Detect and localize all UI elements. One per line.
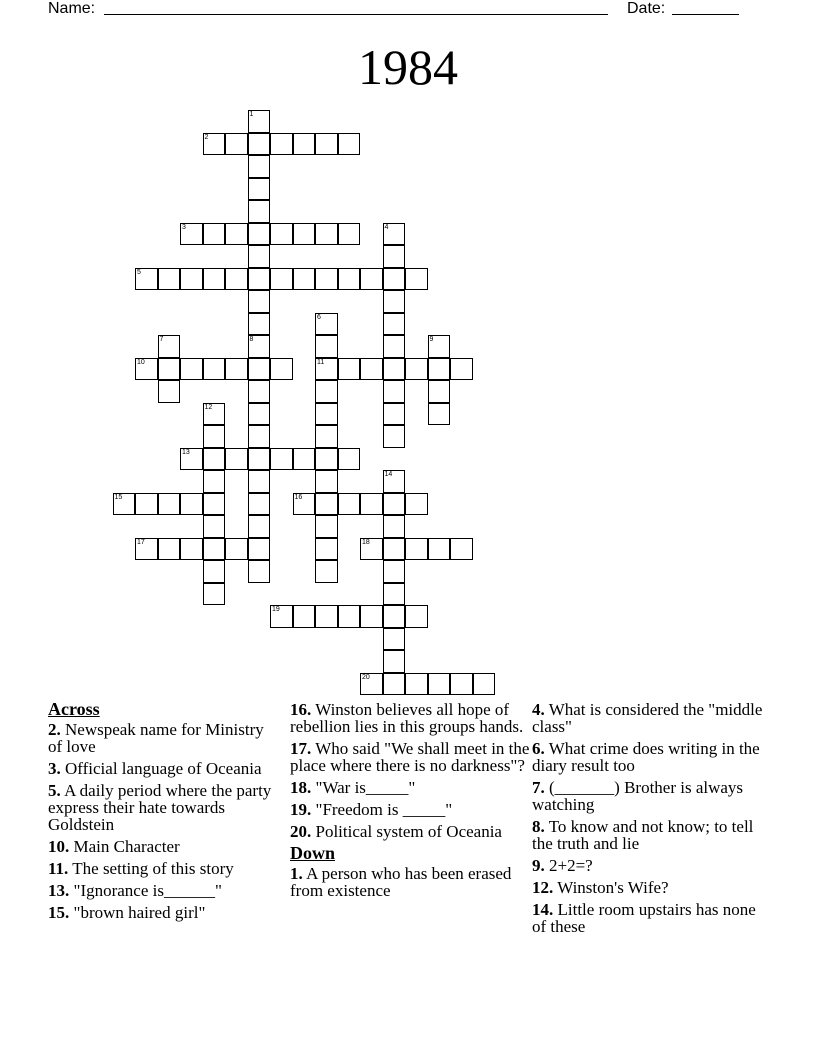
grid-cell[interactable] [315,560,338,583]
grid-cell[interactable] [383,650,406,673]
grid-cell[interactable] [248,223,271,246]
grid-cell[interactable] [225,133,248,156]
grid-cell[interactable] [338,358,361,381]
down-clue-8 [532,818,772,852]
across-clue-13 [48,882,278,899]
grid-cell[interactable] [315,335,338,358]
across-clue-15 [48,904,278,921]
grid-cell[interactable] [315,268,338,291]
grid-cell[interactable] [315,515,338,538]
cell-number: 11 [317,358,325,366]
clue-number: 14. [532,900,554,919]
grid-cell[interactable] [360,358,383,381]
grid-cell[interactable] [135,493,158,516]
grid-cell[interactable] [450,673,473,696]
grid-cell[interactable] [270,358,293,381]
down-clue-9 [532,857,772,874]
grid-cell[interactable] [248,133,271,156]
grid-cell[interactable] [248,425,271,448]
grid-cell[interactable] [270,268,293,291]
grid-cell[interactable] [248,403,271,426]
grid-cell[interactable] [450,538,473,561]
grid-cell[interactable] [203,560,226,583]
grid-cell[interactable] [225,268,248,291]
grid-cell[interactable] [338,493,361,516]
grid-cell[interactable] [180,358,203,381]
grid-cell[interactable] [158,268,181,291]
grid-cell[interactable] [383,380,406,403]
down-clue-7 [532,779,772,813]
clue-column-1 [48,701,278,926]
grid-cell[interactable] [338,605,361,628]
clue-number: 6. [532,739,545,758]
grid-cell[interactable] [405,358,428,381]
grid-cell[interactable] [158,335,181,358]
cell-number: 3 [182,223,186,231]
grid-cell[interactable] [248,335,271,358]
grid-cell[interactable] [203,583,226,606]
grid-cell[interactable] [180,538,203,561]
grid-cell[interactable] [383,223,406,246]
grid-cell[interactable] [270,448,293,471]
grid-cell[interactable] [248,155,271,178]
grid-cell[interactable] [360,538,383,561]
grid-cell[interactable] [293,448,316,471]
grid-cell[interactable] [450,358,473,381]
across-clue-3 [48,760,278,777]
grid-cell[interactable] [203,470,226,493]
down-clue-12 [532,879,772,896]
grid-cell[interactable] [203,403,226,426]
grid-cell[interactable] [315,403,338,426]
grid-cell[interactable] [248,515,271,538]
grid-cell[interactable] [248,110,271,133]
grid-cell[interactable] [180,268,203,291]
cell-number: 4 [384,223,389,231]
grid-cell[interactable] [383,335,406,358]
grid-cell[interactable] [360,605,383,628]
cell-number: 8 [249,336,254,343]
grid-cell[interactable] [225,448,248,471]
down-heading: Down [290,843,336,863]
grid-cell[interactable] [383,245,406,268]
grid-cell[interactable] [270,605,293,628]
cell-number: 20 [362,673,370,681]
clue-text: The setting of this story [72,859,234,878]
grid-cell[interactable] [180,448,203,471]
grid-cell[interactable] [383,628,406,651]
across-clue-18 [290,779,530,796]
cell-number: 2 [204,133,209,141]
clue-number: 11. [48,859,69,878]
grid-cell[interactable] [248,448,271,471]
across-clue-17 [290,740,530,774]
clue-text: A daily period where the party express their hate towards Goldstein [48,781,272,834]
grid-cell[interactable] [383,605,406,628]
grid-cell[interactable] [293,133,316,156]
grid-cell[interactable] [203,538,226,561]
clue-number: 9. [532,856,545,875]
grid-cell[interactable] [315,605,338,628]
down-clue-4 [532,701,772,735]
grid-cell[interactable] [315,425,338,448]
grid-cell[interactable] [428,380,451,403]
grid-cell[interactable] [405,605,428,628]
grid-cell[interactable] [248,358,271,381]
grid-cell[interactable] [360,673,383,696]
across-clue-19 [290,801,530,818]
grid-cell[interactable] [315,448,338,471]
grid-cell[interactable] [360,268,383,291]
clue-column-3 [532,701,772,940]
grid-cell[interactable] [248,493,271,516]
grid-cell[interactable] [270,223,293,246]
clue-number: 7. [532,778,545,797]
grid-cell[interactable] [293,223,316,246]
grid-cell[interactable] [135,538,158,561]
cell-number: 1 [249,111,254,118]
grid-cell[interactable] [203,133,226,156]
grid-cell[interactable] [203,448,226,471]
cell-number: 14 [384,471,393,478]
clue-number: 4. [532,700,545,719]
cell-number: 10 [137,358,145,366]
clue-number: 16. [290,700,312,719]
cell-number: 16 [294,493,303,501]
grid-cell[interactable] [338,448,361,471]
page-title: 1984 [358,39,458,95]
grid-cell[interactable] [315,133,338,156]
grid-cell[interactable] [383,403,406,426]
grid-cell[interactable] [158,380,181,403]
clue-number: 19. [290,800,312,819]
grid-cell[interactable] [293,605,316,628]
grid-cell[interactable] [248,380,271,403]
clue-number: 3. [48,759,61,778]
grid-cell[interactable] [315,493,338,516]
clue-number: 10. [48,837,70,856]
grid-cell[interactable] [315,223,338,246]
grid-cell[interactable] [405,268,428,291]
across-clue-20 [290,823,530,840]
grid-cell[interactable] [428,538,451,561]
grid-cell[interactable] [270,133,293,156]
clue-number: 20. [290,822,312,841]
clue-number: 2. [48,720,61,739]
grid-cell[interactable] [315,380,338,403]
clue-text: What crime does writing in the diary result too [532,739,760,775]
clue-text: A person who has been erased from existence [290,864,512,900]
grid-cell[interactable] [473,673,496,696]
grid-cell[interactable] [248,268,271,291]
grid-cell[interactable] [428,358,451,381]
grid-cell[interactable] [248,313,271,336]
across-clue-10 [48,838,278,855]
clue-text: Little room upstairs has none of these [532,900,756,936]
clue-number: 12. [532,878,554,897]
grid-cell[interactable] [248,470,271,493]
grid-cell[interactable] [383,268,406,291]
grid-cell[interactable] [383,583,406,606]
grid-cell[interactable] [383,493,406,516]
grid-cell[interactable] [428,335,451,358]
grid-cell[interactable] [383,425,406,448]
grid-cell[interactable] [383,560,406,583]
clue-number: 8. [532,817,545,836]
clue-text: "Freedom is _____" [315,800,453,819]
grid-cell[interactable] [248,538,271,561]
across-clue-11 [48,860,278,877]
down-clue-1 [290,865,530,899]
grid-cell[interactable] [180,223,203,246]
clue-text: "brown haired girl" [73,903,206,922]
grid-cell[interactable] [338,268,361,291]
grid-cell[interactable] [315,358,338,381]
grid-cell[interactable] [225,538,248,561]
grid-cell[interactable] [405,493,428,516]
clue-text: Who said "We shall meet in the place where there is no darkness"? [290,739,530,775]
grid-cell[interactable] [113,493,136,516]
grid-cell[interactable] [203,515,226,538]
grid-cell[interactable] [248,290,271,313]
grid-cell[interactable] [203,493,226,516]
grid-cell[interactable] [383,358,406,381]
grid-cell[interactable] [315,313,338,336]
grid-cell[interactable] [248,200,271,223]
grid-cell[interactable] [428,403,451,426]
grid-cell[interactable] [315,470,338,493]
grid-cell[interactable] [225,358,248,381]
grid-cell[interactable] [405,538,428,561]
grid-cell[interactable] [203,223,226,246]
down-clue-14 [532,901,772,935]
cell-number: 13 [182,448,190,456]
grid-cell[interactable] [383,538,406,561]
grid-cell[interactable] [248,178,271,201]
grid-cell[interactable] [360,493,383,516]
grid-cell[interactable] [158,358,181,381]
clue-number: 18. [290,778,312,797]
clue-text: To know and not know; to tell the truth and lie [532,817,754,853]
grid-cell[interactable] [383,313,406,336]
cell-number: 12 [204,403,213,411]
grid-cell[interactable] [203,425,226,448]
clue-text: Winston's Wife? [557,878,669,897]
grid-cell[interactable] [293,493,316,516]
clue-number: 5. [48,781,61,800]
down-clue-6 [532,740,772,774]
cell-number: 5 [137,268,141,276]
grid-cell[interactable] [405,673,428,696]
grid-cell[interactable] [293,268,316,291]
grid-cell[interactable] [338,133,361,156]
grid-cell[interactable] [180,493,203,516]
across-clue-2 [48,721,278,755]
grid-cell[interactable] [135,268,158,291]
clue-text: Main Character [73,837,180,856]
date-label: Date: [627,0,666,17]
grid-cell[interactable] [383,673,406,696]
cell-number: 6 [317,313,321,321]
grid-cell[interactable] [203,268,226,291]
grid-cell[interactable] [383,470,406,493]
clue-number: 17. [290,739,312,758]
grid-cell[interactable] [315,538,338,561]
across-clue-5 [48,782,278,833]
cell-number: 19 [272,606,280,613]
cell-number: 15 [114,493,123,501]
clue-text: 2+2=? [549,856,593,875]
grid-cell[interactable] [203,358,226,381]
grid-cell[interactable] [428,673,451,696]
clue-text: Political system of Oceania [315,822,502,841]
grid-cell[interactable] [158,538,181,561]
clue-text: What is considered the "middle class" [532,700,763,736]
cell-number: 7 [159,336,164,343]
name-label: Name: [48,0,96,17]
cell-number: 9 [429,336,434,343]
cell-number: 18 [362,538,370,546]
cell-number: 17 [137,538,145,546]
clue-number: 13. [48,881,70,900]
clue-number: 1. [290,864,303,883]
grid-cell[interactable] [158,493,181,516]
grid-cell[interactable] [248,245,271,268]
across-heading: Across [48,699,100,719]
grid-cell[interactable] [338,223,361,246]
grid-cell[interactable] [135,358,158,381]
clue-text: Official language of Oceania [65,759,262,778]
across-clue-16 [290,701,530,735]
clue-text: "Ignorance is______" [73,881,222,900]
grid-cell[interactable] [248,560,271,583]
grid-cell[interactable] [383,290,406,313]
clue-column-2 [290,701,530,904]
grid-cell[interactable] [225,223,248,246]
grid-cell[interactable] [383,515,406,538]
clue-text: Winston believes all hope of rebellion lies in this groups hands. [290,700,524,736]
clue-text: "War is_____" [315,778,416,797]
clue-text: Newspeak name for Ministry of love [48,720,264,756]
clue-number: 15. [48,903,70,922]
clue-text: (_______) Brother is always watching [532,778,744,814]
